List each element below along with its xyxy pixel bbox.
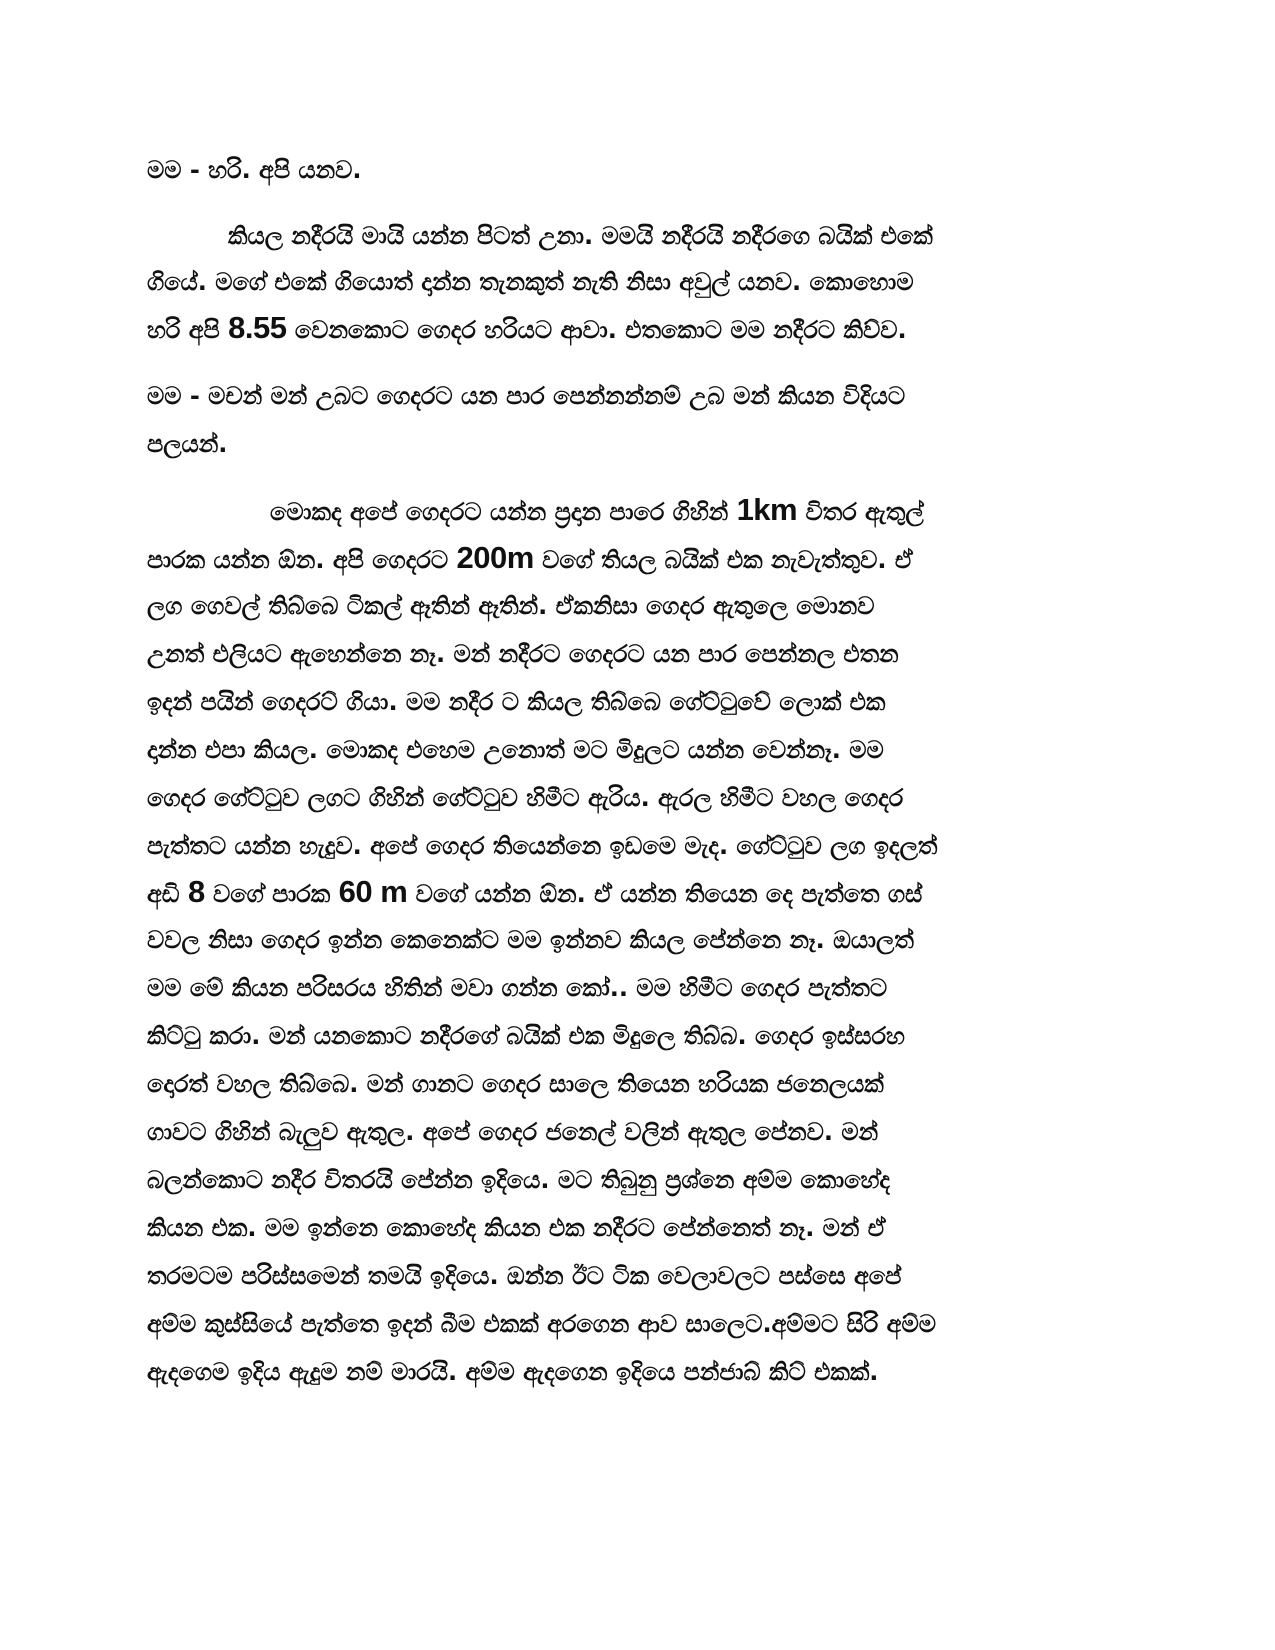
distance-value: 1km xyxy=(736,492,798,527)
text-line: ලග ගෙවල් තිබ්බෙ ටිකල් ඈතින් ඈතින්. ඒකනිසා ගෙදර ඇතුලෙ මොනව xyxy=(147,592,875,620)
text-line: දාන්න එපා කියල. මොකද එහෙම උනොත් මට මිදුලට යන්න වෙන්නෑ. මම xyxy=(147,736,884,764)
text-line: හරි අපි 8.55 වෙනකොට ගෙදර හරියට ආවා. එතකොට මම නදීරට කිව්ව. xyxy=(147,310,907,345)
time-value: 8.55 xyxy=(228,310,287,345)
paragraph-first-line: කියල නදීරයි මායි යන්න පිටත් උනා. මමයි නදීරයි නදීරගෙ බයික් එකේ xyxy=(228,222,933,250)
text-line: පලයන්. xyxy=(147,430,228,458)
text-line: කිට්ටු කරා. මන් යනකොට නදීරගේ බයික් එක මිදුලෙ තිබ්බ. ගෙදර ඉස්සරහ xyxy=(147,1022,905,1050)
text-line: මම - මචන් මන් උබට ගෙදරට යන පාර පෙන්නන්නම් උබ මන් කියන විදියට xyxy=(147,382,906,410)
paragraph-first-line: මොකද අපේ ගෙදරට යන්න ප්‍රදාන පාරෙ ගිහින් 1km විතර ඇතුල් xyxy=(270,492,924,527)
text-line: අඩි 8 වගේ පාරක 60 m වගේ යන්න ඕන. ඒ යන්න තියෙන දෙ පැත්තෙ ගස් xyxy=(147,874,923,909)
text-line: දොරත් වහල තිබ්බෙ. මන් ගානට ගෙදර සාලෙ තියෙන හරියක ජනෙලයක් xyxy=(147,1070,884,1098)
text-line: මම - හරි. අපි යනව. xyxy=(147,156,362,184)
text-line: කියන එක. මම ඉන්නෙ කොහේද කියන එක නදීරට පේන්නෙත් නෑ. මන් ඒ xyxy=(147,1214,886,1242)
text-line: බලන්කොට නදීර විතරයි පේන්න ඉදියෙ. මට තිබුනු ප්‍රශ්නෙ අම්ම කොහේද xyxy=(147,1166,891,1194)
distance-value: 60 m xyxy=(338,874,408,909)
text-line: උනත් එලියට ඇහෙන්නෙ නෑ. මන් නදීරට ගෙදරට යන පාර පෙන්නල එතන xyxy=(147,640,899,668)
text-line: පැත්තට යන්න හැදුව. අපේ ගෙදර තියෙන්නෙ ඉඩමෙ මැද. ගේට්ටුව ලග ඉදලත් xyxy=(147,832,938,860)
measure-value: 8 xyxy=(187,874,205,909)
text-line: තරමටම පරිස්සමෙන් තමයි ඉදියෙ. ඔන්න ඊට ටික වෙලාවලට පස්සෙ අපේ xyxy=(147,1262,902,1290)
text-line: ගියේ. මගේ එකේ ගියොත් දාන්න තැනකුත් නැති නිසා අවුල් යනව. කොහොම xyxy=(147,268,914,296)
text-line: ගෙදර ගේට්ටුව ලගට ගිහින් ගේට්ටුව හිමීට ඇරිය. ඇරල හිමීට වහල ගෙදර xyxy=(147,784,904,812)
text-line: ඉදන් පයින් ගෙදරට් ගියා. මම නදීර ට කියල තිබ්බෙ ගේට්ටුවේ ලොක් එක xyxy=(147,688,886,716)
text-line: අම්ම කුස්සියේ පැත්තෙ ඉදන් බීම එකක් අරගෙන ආව සාලෙට.අම්මට සිරි අම්ම xyxy=(147,1310,936,1338)
text-line: ඇදගෙම ඉදිය ඇදුම නම් මාරයි. අම්ම ඇදගෙන ඉදියෙ පන්ජාබ් කිට් එකක්. xyxy=(147,1358,879,1386)
text-line: පාරක යන්න ඕන. අපි ගෙදරට 200m වගේ තියල බයික් එක නැවැත්තුව. ඒ xyxy=(147,540,913,575)
distance-value: 200m xyxy=(456,540,534,575)
text-line: වවල නිසා ගෙදර ඉන්න කෙනෙක්ට මම ඉන්නව කියල පේන්නෙ නෑ. ඔයාලත් xyxy=(147,926,914,954)
text-line: මම මේ කියන පරිසරය හිතින් මවා ගන්න කෝ.. මම හිමීට ගෙදර පැත්තට xyxy=(147,974,888,1002)
text-line: ගාවට ගිහින් බැලුව ඇතුල. අපේ ගෙදර ජනෙල් වලින් ඇතුල පේනව. මන් xyxy=(147,1118,879,1146)
